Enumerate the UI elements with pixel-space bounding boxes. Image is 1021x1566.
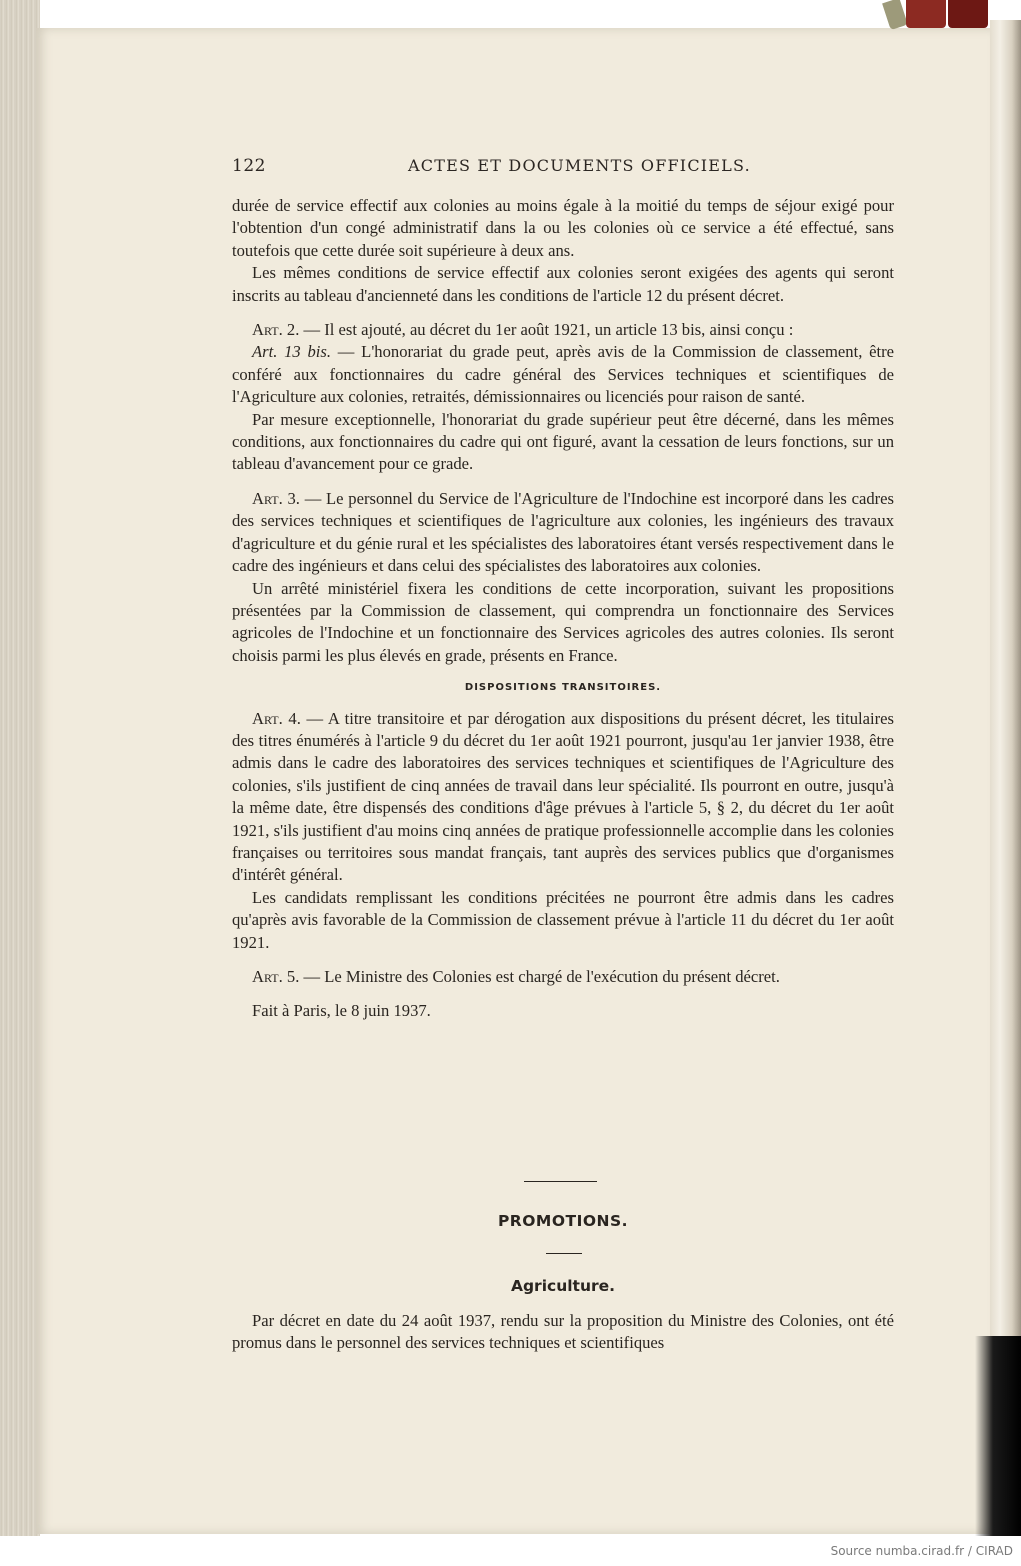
page-header: [232, 150, 894, 180]
article-text: — L'honorariat du grade peut, après avis de la Commission de classement, être conféré aux fonctionnaires du cadre général des Services techniques et scientifiques de l'Agriculture aux colonies, retraités, démissionnaires ou licenciés pour raison de santé.: [232, 342, 895, 407]
body-text: [232, 195, 894, 1023]
binding-shadow: [975, 1336, 1021, 1536]
article-text: — Le personnel du Service de l'Agriculture de l'Indochine est incorporé dans les cadres des services techniques et scientifiques de l'agriculture aux colonies, les ingénieurs des travaux d'agriculture et du génie rural et les spécialistes des laboratoires étant versés respectivement dans le cadre des ingénieurs et dans celui des spécialistes des laboratoires aux colonies.: [232, 488, 895, 576]
bookmark-ribbon: [882, 0, 908, 30]
paragraph: durée de service effectif aux colonies au moins égale à la moitié du temps de séjour exigé pour l'obtention d'un congé administratif dans la ou les colonies où ce service a été effectué, sans toutefois que cette durée soit supérieure à deux ans.: [232, 196, 894, 260]
article-2: [232, 319, 894, 341]
paragraph: Un arrêté ministériel fixera les conditions de cette incorporation, suivant les propositions présentées par la Commission de classement, qui comprendra un fonctionnaire des Services agricoles de l'Indochine et un fonctionnaire des Services agricoles des autres colonies. Ils seront choisis parmi les plus élevés en grade, présents en France.: [232, 578, 894, 665]
article-label: Art. 2.: [252, 320, 300, 340]
source-credit: Source numba.cirad.fr / CIRAD: [830, 1544, 1013, 1558]
divider: [524, 1181, 597, 1182]
paragraph: Les candidats remplissant les conditions précitées ne pourront être admis dans les cadres qu'après avis favorable de la Commission de classement prévue à l'article 11 du décret du 1er août 1921.: [232, 887, 894, 952]
article-label: Art. 5.: [252, 967, 300, 986]
section-title: PROMOTIONS.: [497, 1212, 629, 1230]
article-text: — Le Ministre des Colonies est chargé de l'exécution du présent décret.: [299, 967, 780, 986]
article-4: [232, 708, 894, 887]
bookmark-ribbon: [948, 0, 988, 28]
paragraph: Par mesure exceptionnelle, l'honorariat du grade supérieur peut être décerné, dans les mêmes conditions, aux fonctionnaires du cadre qui ont figuré, avant la cessation de leurs fonctions, sur un tableau d'avancement pour ce grade.: [232, 409, 894, 474]
paragraph: Les mêmes conditions de service effectif aux colonies seront exigées des agents qui seront inscrits au tableau d'ancienneté dans les conditions de l'article 12 du présent décret.: [232, 263, 894, 305]
subsection-title: Agriculture.: [510, 1277, 616, 1295]
book-left-edge: [0, 0, 40, 1536]
article-text: — A titre transitoire et par dérogation aux dispositions du présent décret, les titulaires des titres énumérés à l'article 9 du décret du 1er août 1921 pourront, jusqu'au 1er janvier 1938, être admis dans le cadre des laboratoires des services techniques et scientifiques de l'Agriculture des colonies, s'ils justifient de cinq années de travail dans leur spécialité. Ils pourront en outre, jusqu'à la même date, être dispensés des conditions d'âge prévues à l'article 5, § 2, du décret du 1er août 1921, s'ils justifient d'au moins cinq années de pratique professionnelle accomplie dans les colonies françaises ou territoires sous mandat français, tant auprès des services publics que d'organismes d'intérêt général.: [232, 708, 894, 885]
article-label: Art. 4.: [252, 708, 301, 728]
section-heading: DISPOSITIONS TRANSITOIRES.: [464, 682, 662, 694]
bookmark-ribbon: [906, 0, 946, 28]
paragraph: Par décret en date du 24 août 1937, rendu sur la proposition du Ministre des Colonies, ont été promus dans le personnel des services techniques et scientifiques: [232, 1311, 894, 1353]
article-5: [232, 966, 894, 988]
article-label: Art. 3.: [252, 488, 300, 508]
running-title: ACTES ET DOCUMENTS OFFICIELS.: [408, 156, 751, 175]
book-right-edge: [990, 20, 1021, 1536]
page-number: 122: [232, 156, 266, 176]
divider: [546, 1253, 582, 1254]
article-13-bis: [232, 341, 894, 408]
signature-line: Fait à Paris, le 8 juin 1937.: [252, 1001, 431, 1021]
article-label: Art. 13 bis.: [252, 342, 332, 362]
article-text: — Il est ajouté, au décret du 1er août 1921, un article 13 bis, ainsi conçu :: [299, 320, 794, 340]
article-3: [232, 488, 894, 578]
